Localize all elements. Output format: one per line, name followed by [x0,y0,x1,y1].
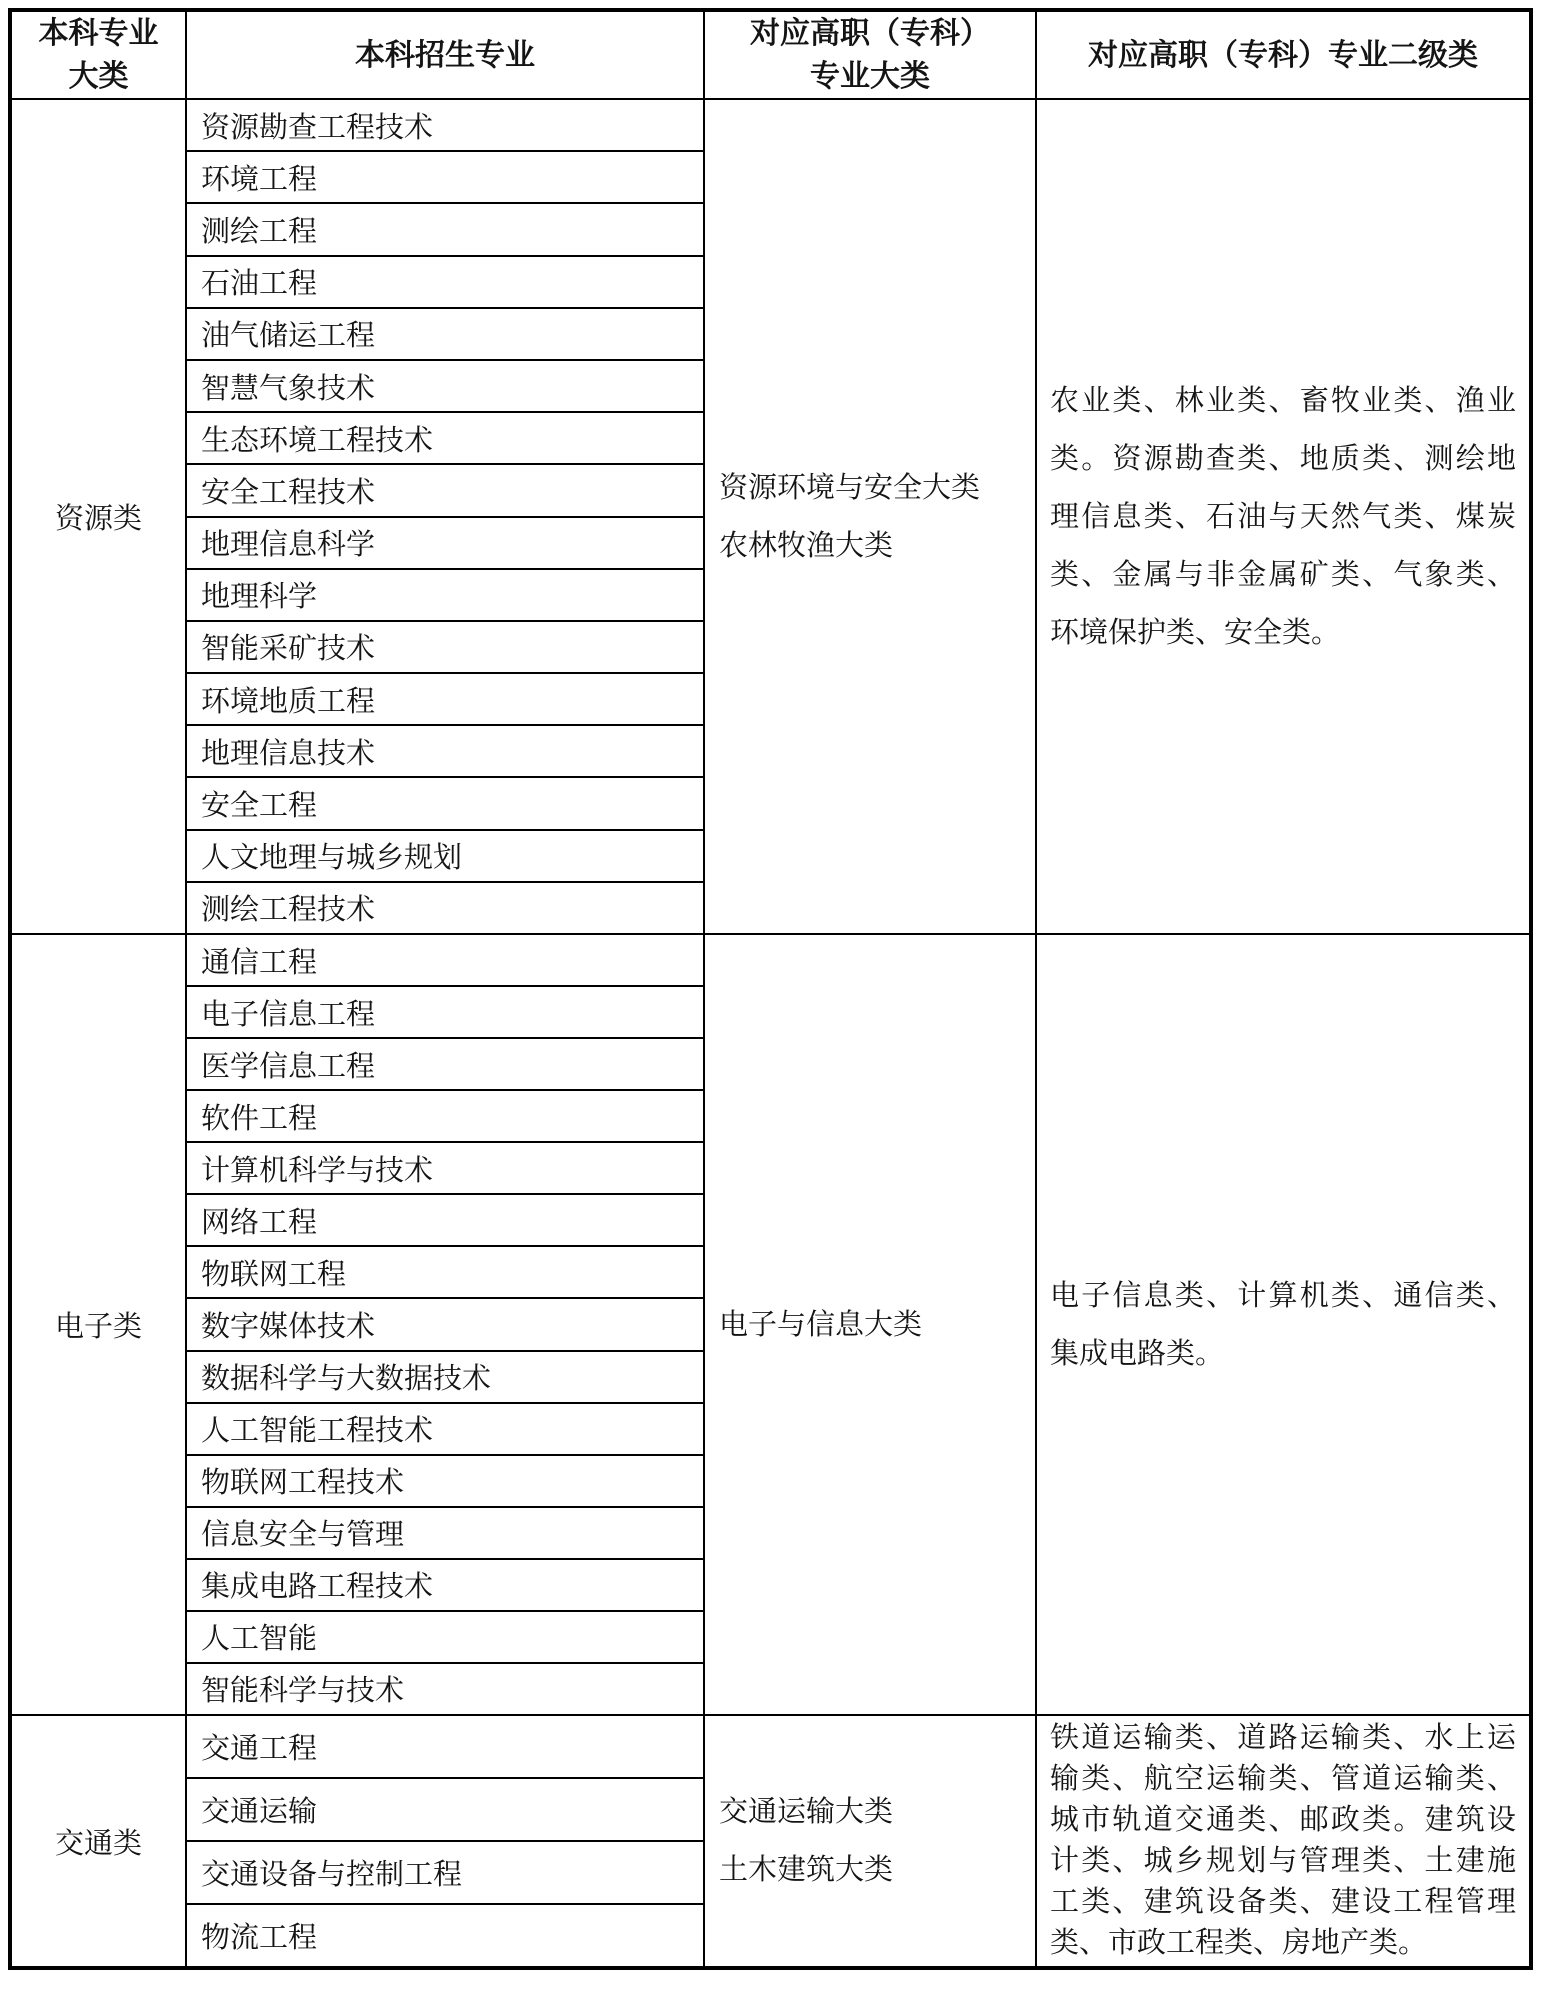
major-cell: 交通设备与控制工程 [187,1842,703,1905]
admission-majors-table [8,8,1533,1970]
major-cell: 人工智能工程技术 [187,1404,703,1456]
major-cell: 交通工程 [187,1716,703,1779]
secondary-category-line: 类。资源勘查类、地质类、测绘地 [1050,442,1516,475]
vocational-category-line: 农林牧渔大类 [719,529,894,562]
secondary-category-cell [1037,935,1529,1714]
major-cell: 智能采矿技术 [187,622,703,674]
major-cell: 智能科学与技术 [201,1675,405,1708]
major-cell: 物流工程 [201,1922,318,1954]
major-cell: 计算机科学与技术 [187,1143,703,1195]
header-vocational-category [705,12,1037,98]
major-cell: 物联网工程技术 [187,1456,703,1508]
category-label: 电子类 [54,1311,142,1343]
majors-list [187,100,705,933]
major-cell: 医学信息工程 [187,1039,703,1091]
major-cell: 生态环境工程技术 [187,413,703,465]
major-cell: 环境工程 [187,152,703,204]
secondary-category-line: 类、市政工程类、房地产类。 [1050,1927,1428,1959]
header-line: 对应高职（专科） [750,17,990,50]
category-cell [12,1716,187,1966]
secondary-category-line: 理信息类、石油与天然气类、煤炭 [1050,500,1516,533]
major-cell: 测绘工程技术 [201,894,376,927]
vocational-category-line: 资源环境与安全大类 [719,471,981,504]
vocational-category-line: 交通运输大类 [719,1796,894,1828]
group-row-resources [12,100,1529,935]
major-cell: 地理信息技术 [187,726,703,778]
vocational-category-line: 电子与信息大类 [719,1308,923,1341]
secondary-category-line: 类、金属与非金属矿类、气象类、 [1050,558,1516,591]
majors-list [187,1716,705,1966]
secondary-category-cell [1037,100,1529,933]
secondary-category-line: 集成电路类。 [1050,1337,1225,1370]
major-cell: 交通运输 [187,1779,703,1842]
major-cell: 石油工程 [187,257,703,309]
major-cell: 安全工程技术 [187,465,703,517]
category-cell [12,935,187,1714]
major-cell: 地理信息科学 [187,518,703,570]
header-label: 本科招生专业 [355,38,535,72]
header-line: 本科专业 [38,17,159,50]
major-cell: 数字媒体技术 [187,1299,703,1351]
vocational-category-cell [705,1716,1037,1966]
major-cell: 网络工程 [187,1195,703,1247]
secondary-category-line: 输类、航空运输类、管道运输类、 [1050,1763,1516,1795]
major-cell: 人工智能 [187,1612,703,1664]
major-cell: 集成电路工程技术 [187,1560,703,1612]
secondary-category-line: 计类、城乡规划与管理类、土建施 [1050,1845,1516,1877]
category-label: 交通类 [54,1827,142,1860]
vocational-category-line: 土木建筑大类 [719,1854,894,1886]
secondary-category-line: 环境保护类、安全类。 [1050,616,1341,649]
major-cell: 安全工程 [187,778,703,830]
major-cell: 软件工程 [187,1091,703,1143]
secondary-category-line: 城市轨道交通类、邮政类。建筑设 [1050,1804,1516,1836]
category-label: 资源类 [54,503,142,535]
header-line: 大类 [68,60,129,93]
major-cell: 数据科学与大数据技术 [187,1352,703,1404]
major-cell: 信息安全与管理 [187,1508,703,1560]
header-undergrad-majors [187,12,705,98]
header-vocational-secondary [1037,12,1529,98]
major-cell: 油气储运工程 [187,309,703,361]
category-cell [12,100,187,933]
vocational-category-cell [705,100,1037,933]
major-cell: 智慧气象技术 [187,361,703,413]
header-line: 专业大类 [810,60,930,93]
table-header-row [12,12,1529,100]
header-label: 对应高职（专科）专业二级类 [1088,38,1478,72]
major-cell: 物联网工程 [187,1247,703,1299]
major-cell: 人文地理与城乡规划 [187,831,703,883]
secondary-category-line: 农业类、林业类、畜牧业类、渔业 [1050,384,1516,417]
group-row-electronics [12,935,1529,1716]
majors-list [187,935,705,1714]
secondary-category-line: 电子信息类、计算机类、通信类、 [1050,1279,1516,1312]
secondary-category-line: 工类、建筑设备类、建设工程管理 [1050,1886,1516,1918]
major-cell: 电子信息工程 [187,987,703,1039]
secondary-category-cell [1037,1716,1529,1966]
group-row-transportation [12,1716,1529,1966]
secondary-category-line: 铁道运输类、道路运输类、水上运 [1050,1722,1516,1754]
major-cell: 地理科学 [187,570,703,622]
major-cell: 测绘工程 [187,204,703,256]
major-cell: 资源勘查工程技术 [187,100,703,152]
major-cell: 环境地质工程 [187,674,703,726]
header-undergrad-category [12,12,187,98]
major-cell: 通信工程 [187,935,703,987]
vocational-category-cell [705,935,1037,1714]
